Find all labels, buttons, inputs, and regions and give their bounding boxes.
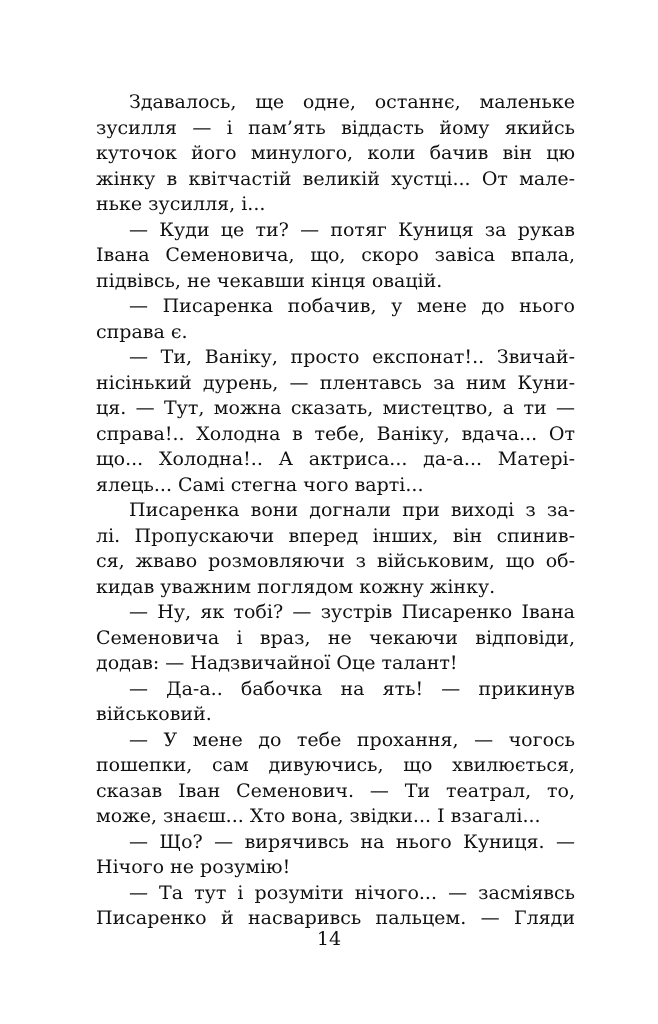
paragraph: [96, 218, 575, 295]
text-line: — Та тут і розуміти нічого... — засміявсь: [129, 881, 575, 904]
text-line: нісінький дурень, — плентавсь за ним Куни-: [96, 371, 575, 394]
text-line: — У мене до тебе прохання, — чогось: [129, 728, 575, 751]
text-line: кидав уважним поглядом кожну жінку.: [96, 575, 496, 598]
text-line: Здавалось, ще одне, останнє, маленьке: [129, 91, 575, 113]
text-line: — Що? — вирячивсь на нього Куниця. —: [129, 830, 575, 853]
text-line: військовий.: [96, 703, 212, 725]
text-line: — Да-а.. бабочка на ять! — прикинув: [129, 677, 575, 700]
text-line: додав: — Надзвичайної Оце талант!: [96, 652, 458, 674]
paragraph: [96, 345, 575, 498]
paragraph: [96, 677, 575, 728]
text-line: сказав Іван Семенович. — Ти театрал, то,: [96, 779, 575, 802]
text-line: лі. Пропускаючи вперед інших, він спинив-: [96, 524, 575, 547]
text-line: Писаренко й насваривсь пальцем. — Гляди: [96, 907, 575, 929]
text-line: що... Холодна!.. А актриса... да-а... Матері-: [96, 448, 575, 470]
paragraph: [96, 830, 575, 881]
text-line: підвівсь, не чекавши кінця овацій.: [96, 269, 443, 292]
body-text: [96, 90, 575, 932]
paragraph: [96, 294, 575, 345]
paragraph: [96, 600, 575, 677]
paragraph: [96, 728, 575, 830]
text-line: Писаренка вони догнали при виході з за-: [129, 499, 575, 521]
paragraph: [96, 498, 575, 600]
text-line: зусилля — і пам’ять віддасть йому якийсь: [96, 116, 575, 139]
text-line: Івана Семеновича, що, скоро завіса впала,: [96, 244, 575, 266]
paragraph: [96, 90, 575, 218]
text-line: Семеновича і враз, не чекаючи відповіди,: [96, 626, 575, 649]
text-line: куточок його минулого, коли бачив він цю: [96, 142, 575, 164]
text-line: Нічого не розумію!: [96, 856, 291, 878]
paragraph: [96, 881, 575, 932]
text-line: — Писаренка побачив, у мене до нього: [129, 295, 575, 317]
text-line: справа є.: [96, 320, 188, 343]
text-line: ялець... Самі стегна чого варті...: [96, 473, 424, 496]
text-line: жінку в квітчастій великій хустці... От мале-: [96, 167, 575, 190]
text-line: — Ти, Ваніку, просто експонат!.. Звичай-: [129, 346, 575, 368]
text-line: пошепки, сам дивуючись, що хвилюється,: [96, 754, 575, 776]
text-line: ця. — Тут, можна сказать, мистецтво, а ти —: [96, 397, 575, 419]
text-line: — Ну, як тобі? — зустрів Писаренко Івана: [129, 601, 575, 623]
text-line: ньке зусилля, і...: [96, 193, 266, 215]
text-line: ся, жваво розмовляючи з військовим, що об-: [96, 550, 575, 572]
text-line: справа!.. Холодна в тебе, Ваніку, вдача... От: [96, 422, 575, 445]
text-line: — Куди це ти? — потяг Куниця за рукав: [129, 218, 575, 241]
page-number: 14: [316, 928, 342, 950]
text-line: може, знаєш... Хто вона, звідки... І взагалі...: [96, 805, 541, 827]
